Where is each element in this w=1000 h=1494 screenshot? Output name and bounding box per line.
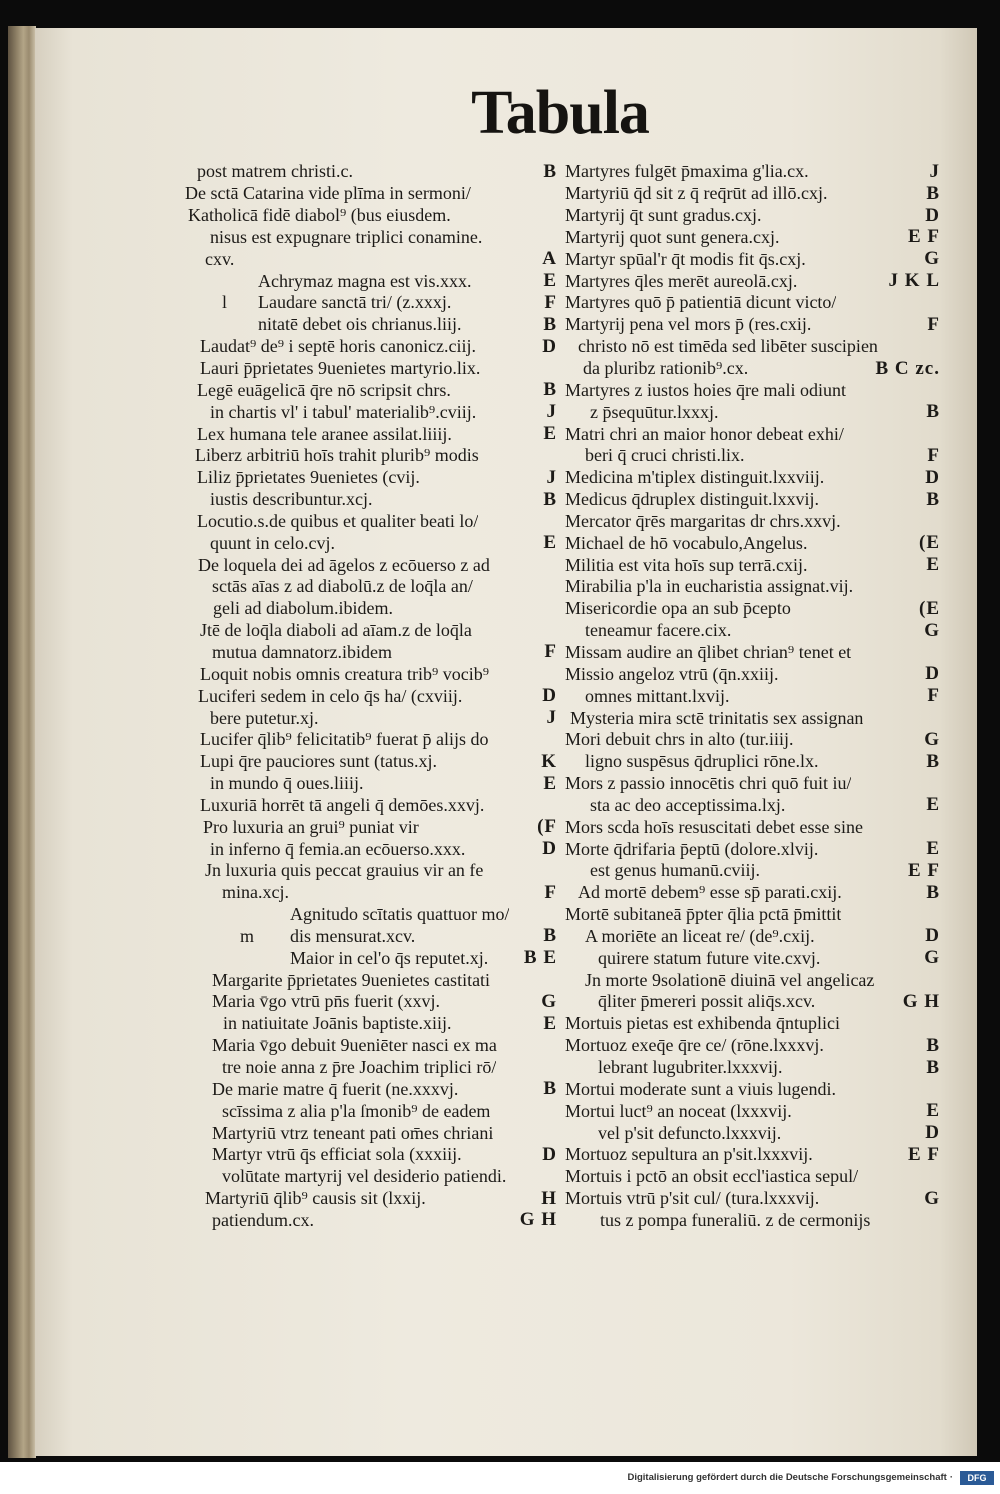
- index-line: [185, 816, 557, 838]
- index-line: [185, 794, 557, 816]
- index-line: [562, 576, 940, 598]
- index-entry-text: Martyriū vtrz teneant pati om̄es chriani: [212, 1122, 494, 1143]
- rubricator-guide-letter: l: [222, 292, 228, 313]
- index-line: [562, 401, 940, 423]
- index-line: [562, 816, 940, 838]
- index-line: [185, 882, 557, 904]
- index-entry-text: tre noie anna z p̄re Joachim triplici rō/: [222, 1057, 497, 1078]
- section-marker: G: [924, 619, 940, 641]
- index-entry-text: tus z pompa funeraliū. z de cermonijs: [600, 1209, 871, 1230]
- digitization-credit: [627, 1472, 956, 1483]
- index-line: [562, 554, 940, 576]
- section-marker: B: [926, 881, 940, 903]
- index-entry-text: Maria v̄go debuit 9ueniēter nasci ex ma: [212, 1035, 497, 1056]
- index-line: [185, 292, 557, 314]
- index-entry-text: Martyr vtrū q̄s efficiat sola (xxxiij.: [212, 1144, 462, 1165]
- section-marker: D: [925, 663, 940, 685]
- section-marker: G: [924, 947, 940, 969]
- section-marker: A: [542, 248, 557, 270]
- index-entry-text: Margarite p̄prietates 9uenietes castitati: [212, 969, 491, 990]
- index-line: [185, 511, 557, 533]
- index-entry-text: Katholicā fidē diabol⁹ (bus eiusdem.: [188, 205, 451, 226]
- index-entry-text: Liberz arbitriū hoīs trahit plurib⁹ modis: [195, 445, 479, 466]
- index-entry-text: mina.xcj.: [222, 882, 289, 903]
- index-entry-text: da pluribz rationib⁹.cx.: [583, 358, 749, 379]
- index-line: [562, 467, 940, 489]
- index-entry-text: Misericordie opa an sub p̄cepto: [565, 598, 791, 619]
- index-line: [562, 1144, 940, 1166]
- index-entry-text: Mirabilia p'la in eucharistia assignat.vij.: [565, 576, 854, 597]
- index-line: [562, 336, 940, 358]
- index-entry-text: Mercator q̄rēs margaritas dr chrs.xxvj.: [565, 510, 841, 531]
- section-marker: F: [544, 291, 557, 313]
- section-marker: B: [926, 488, 940, 510]
- index-entry-text: in inferno q̄ femia.an ecōuerso.xxx.: [210, 838, 466, 859]
- index-entry-text: De loquela dei ad āgelos z ecōuerso z ad: [198, 554, 490, 575]
- section-marker: D: [925, 466, 940, 488]
- section-marker: B: [926, 750, 940, 772]
- index-line: [562, 860, 940, 882]
- index-entry-text: post matrem christi.c.: [197, 161, 353, 182]
- book-page: [35, 28, 977, 1456]
- section-marker: E: [926, 794, 940, 816]
- index-line: [562, 205, 940, 227]
- index-line: [185, 904, 557, 926]
- index-line: [185, 947, 557, 969]
- index-line: [562, 969, 940, 991]
- index-line: [185, 532, 557, 554]
- index-entry-text: Matri chri an maior honor debeat exhi/: [565, 423, 844, 444]
- index-line: [185, 576, 557, 598]
- index-entry-text: Mortui luct⁹ an noceat (lxxxvij.: [565, 1100, 792, 1121]
- index-entry-text: Legē euāgelicā q̄re nō scripsit chrs.: [197, 379, 451, 400]
- section-marker: J: [546, 401, 557, 423]
- section-marker: F: [927, 685, 940, 707]
- index-line: [185, 358, 557, 380]
- section-marker: G H: [519, 1209, 557, 1231]
- index-line: [185, 205, 557, 227]
- index-line: [562, 1188, 940, 1210]
- index-entry-text: Mortuis pietas est exhibenda q̄ntuplici: [565, 1013, 840, 1034]
- index-line: [185, 598, 557, 620]
- section-marker: D: [542, 685, 557, 707]
- index-line: [185, 467, 557, 489]
- index-entry-text: est genus humanū.cviij.: [590, 860, 760, 881]
- page-heading: Tabula: [471, 79, 649, 147]
- index-entry-text: sta ac deo acceptissima.lxj.: [590, 794, 786, 815]
- index-entry-text: omnes mittant.lxvij.: [585, 685, 730, 706]
- index-entry-text: quirere statum future vite.cxvj.: [598, 947, 821, 968]
- index-line: [185, 751, 557, 773]
- index-entry-text: christo nō est timēda sed libēter suscipien: [578, 336, 878, 357]
- index-entry-text: Lupi q̄re pauciores sunt (tatus.xj.: [200, 751, 437, 772]
- section-marker: (E: [919, 532, 940, 554]
- index-entry-text: Martyrij q̄t sunt gradus.cxj.: [565, 205, 762, 226]
- index-entry-text: Mori debuit chrs in alto (tur.iiij.: [565, 729, 794, 750]
- index-line: [185, 1078, 557, 1100]
- index-entry-text: Mortuis i pctō an obsit eccl'iastica sepul/: [565, 1166, 859, 1187]
- index-line: [562, 794, 940, 816]
- section-marker: B: [543, 160, 557, 182]
- index-line: [562, 511, 940, 533]
- index-line: [185, 729, 557, 751]
- index-entry-text: teneamur facere.cix.: [585, 620, 732, 641]
- index-entry-text: Martyres q̄les merēt aureolā.cxj.: [565, 270, 798, 291]
- index-entry-text: patiendum.cx.: [212, 1209, 314, 1230]
- index-line: [562, 183, 940, 205]
- index-line: [185, 991, 557, 1013]
- index-line: [562, 663, 940, 685]
- index-line: [185, 227, 557, 249]
- section-marker: J: [546, 707, 557, 729]
- section-marker: B: [543, 379, 557, 401]
- index-entry-text: Mortē subitaneā p̄pter q̄lia pctā p̄mittit: [565, 904, 842, 925]
- section-marker: G: [541, 990, 557, 1012]
- index-line: [562, 358, 940, 380]
- index-entry-text: Agnitudo scītatis quattuor mo/: [290, 904, 510, 925]
- section-marker: (E: [919, 597, 940, 619]
- index-entry-text: Laudat⁹ de⁹ i septē horis canonicz.ciij.: [200, 336, 476, 357]
- index-entry-text: Martyr spūal'r q̄t modis fit q̄s.cxj.: [565, 248, 806, 269]
- section-marker: H: [541, 1187, 557, 1209]
- index-entry-text: volūtate martyrij vel desiderio patiendi.: [222, 1166, 507, 1187]
- index-entry-text: Missio angeloz vtrū (q̄n.xxiij.: [565, 663, 779, 684]
- index-entry-text: z p̄sequūtur.lxxxj.: [590, 401, 719, 422]
- index-entry-text: dis mensurat.xcv.: [290, 925, 416, 946]
- index-line: [185, 1144, 557, 1166]
- section-marker: B: [543, 1078, 557, 1100]
- index-line: [562, 620, 940, 642]
- section-marker: J K L: [888, 270, 940, 292]
- index-line: [562, 1166, 940, 1188]
- section-marker: D: [925, 1122, 940, 1144]
- index-line: [562, 904, 940, 926]
- section-marker: E F: [907, 226, 940, 248]
- index-line: [562, 445, 940, 467]
- index-entry-text: in natiuitate Joānis baptiste.xiij.: [223, 1013, 452, 1034]
- index-line: [562, 991, 940, 1013]
- index-entry-text: A moriēte an liceat re/ (de⁹.cxij.: [585, 925, 815, 946]
- index-line: [185, 642, 557, 664]
- index-entry-text: Liliz p̄prietates 9uenietes (cvij.: [197, 467, 420, 488]
- digitization-footer: [0, 1462, 1000, 1494]
- index-entry-text: mutua damnatorz.ibidem: [212, 641, 392, 662]
- index-entry-text: Martyrij pena vel mors p̄ (res.cxij.: [565, 314, 812, 335]
- section-marker: E: [543, 423, 557, 445]
- index-entry-text: quunt in celo.cvj.: [210, 532, 335, 553]
- credit-separator: ·: [949, 1472, 953, 1483]
- section-marker: B C zc.: [875, 357, 940, 379]
- index-entry-text: Mortuis vtrū p'sit cul/ (tura.lxxxvij.: [565, 1188, 820, 1209]
- index-entry-text: Martyres fulgēt p̄maxima g'lia.cx.: [565, 161, 809, 182]
- index-entry-text: Lucifer q̄lib⁹ felicitatib⁹ fuerat p̄ alijs do: [200, 729, 489, 750]
- section-marker: D: [925, 925, 940, 947]
- index-entry-text: Medicina m'tiplex distinguit.lxxviij.: [565, 467, 825, 488]
- section-marker: B: [543, 925, 557, 947]
- section-marker: F: [927, 444, 940, 466]
- section-marker: D: [542, 335, 557, 357]
- index-line: [185, 161, 557, 183]
- section-marker: G: [924, 728, 940, 750]
- index-line: [185, 554, 557, 576]
- index-entry-text: Lex humana tele aranee assilat.liiij.: [197, 423, 452, 444]
- book-spine-edge: [8, 26, 36, 1458]
- index-line: [562, 227, 940, 249]
- index-line: [185, 336, 557, 358]
- index-line: [185, 1122, 557, 1144]
- index-line: [562, 685, 940, 707]
- rubricator-guide-letter: m: [240, 925, 255, 946]
- index-entry-text: Mors scda hoīs resuscitati debet esse sine: [565, 816, 863, 837]
- section-marker: B: [926, 401, 940, 423]
- index-entry-text: Martyrij quot sunt genera.cxj.: [565, 226, 780, 247]
- index-line: [562, 1035, 940, 1057]
- index-line: [562, 598, 940, 620]
- index-line: [185, 773, 557, 795]
- index-entry-text: Ad mortē debem⁹ esse sp̄ parati.cxij.: [578, 882, 842, 903]
- index-line: [185, 926, 557, 948]
- index-entry-text: Martyriū q̄lib⁹ causis sit (lxxij.: [205, 1188, 426, 1209]
- index-line: [185, 1210, 557, 1232]
- index-line: [562, 773, 940, 795]
- index-entry-text: iustis describuntur.xcj.: [210, 489, 373, 510]
- section-marker: B E: [523, 947, 557, 969]
- index-entry-text: Jn luxuria quis peccat grauius vir an fe: [205, 860, 484, 881]
- index-entry-text: nisus est expugnare triplici conamine.: [210, 226, 483, 247]
- index-entry-text: in chartis vl' i tabul' materialib⁹.cviij.: [210, 401, 477, 422]
- index-line: [562, 947, 940, 969]
- section-marker: E: [543, 772, 557, 794]
- index-line: [185, 838, 557, 860]
- index-entry-text: Achrymaz magna est vis.xxx.: [258, 270, 472, 291]
- index-entry-text: q̄liter p̄mereri possit aliq̄s.xcv.: [598, 991, 816, 1012]
- section-marker: G H: [902, 990, 940, 1012]
- index-entry-text: Mortuoz exeq̄e q̄re ce/ (rōne.lxxxvj.: [565, 1035, 824, 1056]
- index-line: [185, 969, 557, 991]
- section-marker: G: [924, 248, 940, 270]
- index-entry-text: scīssima z alia p'la ſmonib⁹ de eadem: [222, 1100, 491, 1121]
- section-marker: J: [546, 466, 557, 488]
- index-line: [562, 838, 940, 860]
- index-line: [185, 1013, 557, 1035]
- index-entry-text: Mysteria mira sctē trinitatis sex assignan: [570, 707, 864, 728]
- section-marker: J: [929, 160, 940, 182]
- index-line: [185, 1035, 557, 1057]
- index-entry-text: Medicus q̄druplex distinguit.lxxvij.: [565, 489, 819, 510]
- index-line: [185, 423, 557, 445]
- index-line: [185, 707, 557, 729]
- index-line: [562, 729, 940, 751]
- index-entry-text: sctās aīas z ad diabolū.z de loq̄la an/: [212, 576, 473, 597]
- index-line: [185, 401, 557, 423]
- section-marker: E: [926, 1100, 940, 1122]
- section-marker: (F: [537, 816, 557, 838]
- index-entry-text: vel p'sit defuncto.lxxxvij.: [598, 1122, 782, 1143]
- index-line: [562, 926, 940, 948]
- section-marker: E: [926, 838, 940, 860]
- section-marker: B: [926, 1056, 940, 1078]
- credit-text: Digitalisierung gefördert durch die Deutsche Forschungsgemeinschaft: [627, 1472, 947, 1483]
- section-marker: K: [541, 750, 557, 772]
- section-marker: F: [927, 313, 940, 335]
- index-entry-text: bere putetur.xj.: [210, 707, 319, 728]
- section-marker: E F: [907, 859, 940, 881]
- section-marker: G: [924, 1187, 940, 1209]
- index-line: [562, 642, 940, 664]
- index-line: [185, 860, 557, 882]
- index-entry-text: Michael de hō vocabulo,Angelus.: [565, 532, 808, 553]
- index-line: [562, 1122, 940, 1144]
- section-marker: F: [544, 641, 557, 663]
- index-line: [562, 1057, 940, 1079]
- index-line: [562, 248, 940, 270]
- index-line: [185, 489, 557, 511]
- section-marker: E F: [907, 1143, 940, 1165]
- index-entry-text: Martyriū q̄d sit z q̄ req̄rūt ad illō.cxj.: [565, 183, 828, 204]
- index-line: [562, 707, 940, 729]
- section-marker: E: [926, 554, 940, 576]
- index-entry-text: Locutio.s.de quibus et qualiter beati lo/: [197, 510, 479, 531]
- index-line: [562, 489, 940, 511]
- index-entry-text: Maior in cel'o q̄s reputet.xj.: [290, 947, 489, 968]
- index-line: [562, 423, 940, 445]
- index-line: [185, 314, 557, 336]
- index-entry-text: beri q̄ cruci christi.lix.: [585, 445, 745, 466]
- index-entry-text: Missam audire an q̄libet chrian⁹ tenet et: [565, 641, 852, 662]
- index-line: [185, 445, 557, 467]
- section-marker: E: [543, 270, 557, 292]
- index-column-right: [562, 161, 940, 1231]
- index-line: [562, 270, 940, 292]
- section-marker: B: [543, 488, 557, 510]
- index-entry-text: Jn morte 9solationē diuinā vel angelicaz: [585, 969, 875, 990]
- index-line: [562, 1078, 940, 1100]
- index-entry-text: De sctā Catarina vide plīma in sermoni/: [185, 183, 471, 204]
- dfg-logo: DFG: [960, 1471, 994, 1485]
- index-line: [185, 1166, 557, 1188]
- index-entry-text: ligno suspēsus q̄druplici rōne.lx.: [585, 751, 819, 772]
- index-line: [185, 183, 557, 205]
- section-marker: F: [544, 881, 557, 903]
- index-entry-text: Laudare sanctā tri/ (z.xxxj.: [258, 292, 452, 313]
- index-entry-text: Lauri p̄prietates 9uenietes martyrio.lix.: [200, 358, 481, 379]
- index-entry-text: Maria v̄go vtrū pn̄s fuerit (xxvj.: [212, 991, 440, 1012]
- index-entry-text: in mundo q̄ oues.liiij.: [210, 773, 364, 794]
- index-entry-text: Mortui moderate sunt a viuis lugendi.: [565, 1078, 836, 1099]
- index-line: [185, 1100, 557, 1122]
- index-entry-text: Luxuriā horrēt tā angeli q̄ demōes.xxvj.: [200, 794, 485, 815]
- section-marker: D: [542, 1143, 557, 1165]
- section-marker: D: [542, 838, 557, 860]
- index-entry-text: Militia est vita hoīs sup terrā.cxij.: [565, 554, 808, 575]
- index-line: [185, 620, 557, 642]
- index-entry-text: Martyres quō p̄ patientiā dicunt victo/: [565, 292, 837, 313]
- index-entry-text: Martyres z iustos hoies q̄re mali odiunt: [565, 379, 846, 400]
- index-line: [562, 379, 940, 401]
- index-entry-text: Morte q̄drifaria p̄eptū (dolore.xlvij.: [565, 838, 819, 859]
- index-line: [562, 751, 940, 773]
- index-line: [562, 1013, 940, 1035]
- index-line: [562, 292, 940, 314]
- index-line: [185, 1057, 557, 1079]
- index-line: [185, 1188, 557, 1210]
- index-line: [185, 270, 557, 292]
- index-entry-text: geli ad diabolum.ibidem.: [213, 598, 393, 619]
- section-marker: B: [926, 1034, 940, 1056]
- index-entry-text: Mors z passio innocētis chri quō fuit iu/: [565, 773, 852, 794]
- index-line: [562, 161, 940, 183]
- section-marker: B: [926, 182, 940, 204]
- index-entry-text: Loquit nobis omnis creatura trib⁹ vocib⁹: [200, 663, 489, 684]
- index-entry-text: nitatē debet ois chrianus.liij.: [258, 314, 462, 335]
- section-marker: E: [543, 532, 557, 554]
- section-marker: D: [925, 204, 940, 226]
- index-line: [185, 379, 557, 401]
- index-line: [562, 314, 940, 336]
- index-entry-text: Pro luxuria an grui⁹ puniat vir: [203, 816, 419, 837]
- index-line: [185, 663, 557, 685]
- index-line: [562, 1100, 940, 1122]
- index-column-left: [185, 161, 557, 1231]
- section-marker: B: [543, 313, 557, 335]
- index-line: [562, 532, 940, 554]
- index-entry-text: Luciferi sedem in celo q̄s ha/ (cxviij.: [198, 685, 463, 706]
- index-line: [562, 1210, 940, 1232]
- index-line: [185, 685, 557, 707]
- index-entry-text: De marie matre q̄ fuerit (ne.xxxvj.: [212, 1078, 459, 1099]
- index-entry-text: cxv.: [205, 248, 235, 269]
- index-line: [562, 882, 940, 904]
- section-marker: E: [543, 1012, 557, 1034]
- index-entry-text: Mortuoz sepultura an p'sit.lxxxvij.: [565, 1144, 813, 1165]
- index-entry-text: Jtē de loq̄la diaboli ad aīam.z de loq̄la: [200, 620, 472, 641]
- index-entry-text: lebrant lugubriter.lxxxvij.: [598, 1057, 783, 1078]
- index-line: [185, 248, 557, 270]
